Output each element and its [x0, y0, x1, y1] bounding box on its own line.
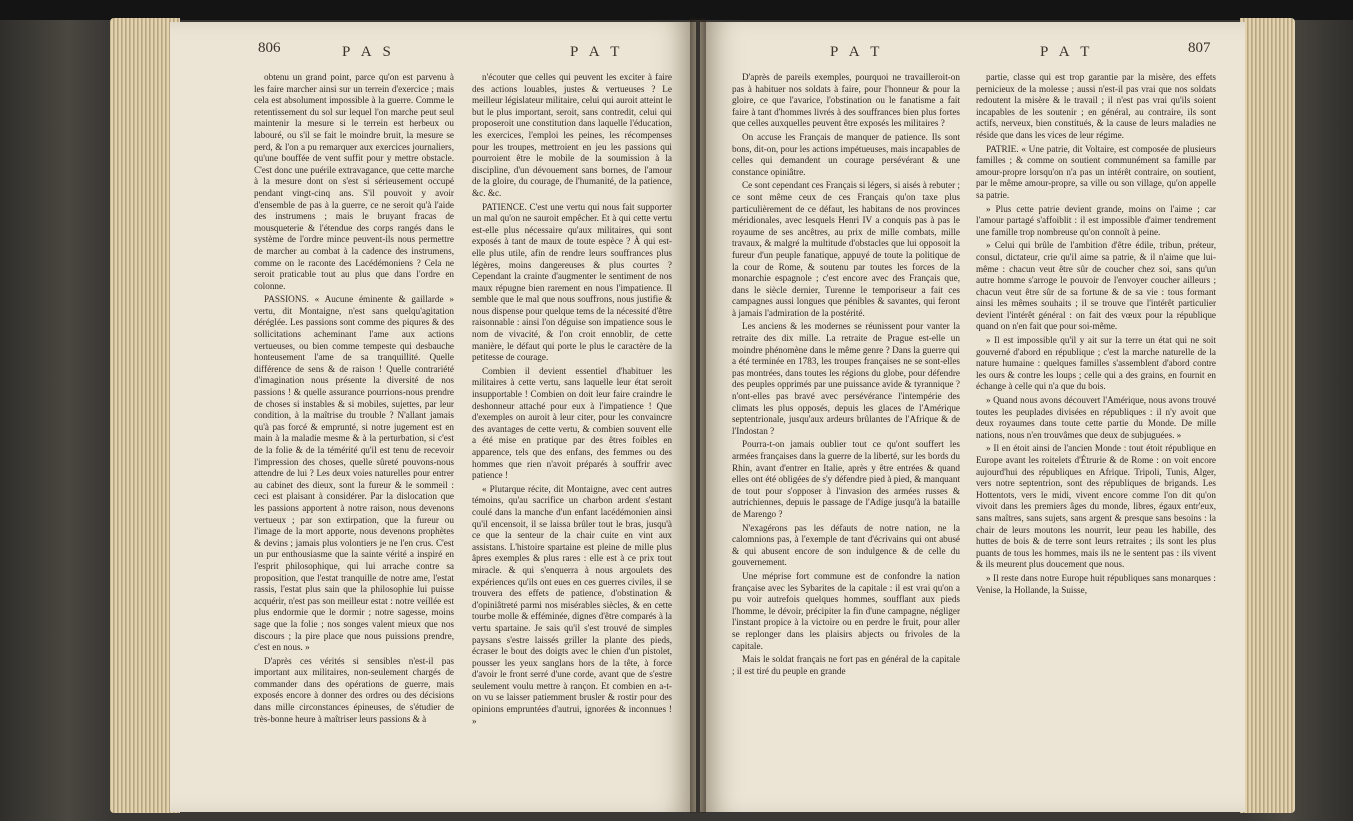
paragraph: » Celui qui brûle de l'ambition d'être édile, tribun, préteur, consul, dictateur, crie qu'il aime sa patrie, & il n'aime que lui-même : chacun veut être sûr de coucher chez soi, sans qu'un autre homme s'arroge le pouvoir de l'envoyer coucher ailleurs ; chacun veut être sûr de sa fortune & de sa vie : tous formant ainsi les mêmes souhaits ; il se trouve que l'intérêt particulier devient l'intérêt général : on fait des vœux pour la république quand on n'en fait que pour soi-même. — [976, 240, 1216, 332]
running-head: P A T — [830, 44, 884, 60]
paragraph: On accuse les Français de manquer de patience. Ils sont bons, dit-on, pour les actions impétueuses, mais incapables de celles qui demandent un courage persévérant & une constance opiniâtre. — [732, 131, 960, 177]
paragraph: n'écouter que celles qui peuvent les exciter à faire des actions louables, justes & vertueuses ? Le meilleur législateur militaire, celui qui auroit atteint le but le plus important, seroit, sans contredit, celui qui proposeroit une constitution dans laquelle l'éducation, les exercices, l'emploi les peines, les récompenses pour les troupes, mettroient en jeu les passions qui pourroient être le mobile de la soumission à la discipline, d'un dévouement sans bornes, de l'amour de la gloire, du courage, de l'humanité, de la patience, &c. &c. — [472, 72, 672, 198]
paragraph: « Plutarque récite, dit Montaigne, avec cent autres témoins, qu'au sacrifice un charbon ardent s'estant coulé dans la manche d'un enfant lacédémonien ainsi qu'il encensoit, il se laissa brûler tout le bras, jusqu'à ce que la senteur de la chair cuite en vint aux assistans. L'histoire spartaine est pleine de mille plus âpres exemples & plus rares : elle est à ce prix tout miracle. & qui s'enquerra à nous argoulets des expériences qu'ils ont eues en ces guerres civiles, il se trouvera des effets de patience, d'obstination & d'opiniâtreté parmi nos misérables siècles, & en cette tourbe molle & efféminée, dignes d'être comparés à la vertu spartaine. Je sais qu'il s'est trouvé de simples paysans s'estre laissés griller la plante des pieds, écraser le bout des doigts avec le chien d'un pistolet, pousser les yeux sanglans hors de la tête, à force d'avoir le front serré d'une corde, avant que de s'estre seulement voulu mettre à rançon. Et combien en a-t-on vu se laisser patiemment brusler & rostir pour des opinions empruntées d'autrui, ignorées & inconnues ! » — [472, 483, 672, 726]
paragraph: D'après ces vérités si sensibles n'est-il pas important aux militaires, non-seulement chargés de commander dans des opérations de guerre, mais exposés encore à donner des ordres ou des décisions dans mille circonstances épineuses, de s'étudier de très-bonne heure à maîtriser leurs passions & à — [254, 655, 454, 724]
paragraph: PATRIE. « Une patrie, dit Voltaire, est composée de plusieurs familles ; & comme on soutient communément sa famille par amour-propre lorsqu'on n'a pas un intérêt contraire, on soutient, par le même amour-propre, sa ville ou son village, qu'on appelle sa patrie. — [976, 143, 1216, 200]
paragraph: Mais le soldat français ne fort pas en général de la capitale ; il est tiré du peuple en grande — [732, 654, 960, 676]
paragraph: » Il en étoit ainsi de l'ancien Monde : tout étoit république en Europe avant les roitelets d'Étrurie & de Rome : on voit encore aujourd'hui des républiques en Afrique. Tripoli, Tunis, Alger, vers notre septentrion, sont des républiques de brigands. Les Hottentots, vers le midi, vivent encore comme l'on dit qu'on vivoit dans les premiers âges du monde, libres, égaux entr'eux, sans maîtres, sans sujets, sans argent & presque sans besoins : la chair de leurs moutons les nourrit, leur peau les habille, des huttes de bois & de terre sont leurs retraites ; ils sont les plus puants de tous les hommes, mais ils ne le sentent pas : ils vivent & ils meurent plus doucement que nous. — [976, 443, 1216, 570]
paragraph: PATIENCE. C'est une vertu qui nous fait supporter un mal qu'on ne sauroit empêcher. Et à qui cette vertu est-elle plus nécessaire qu'aux militaires, qui sont exposés à tant de maux de toute espèce ? À qui est-elle plus utile, afin de rendre leurs souffrances plus légères, moins dangereuses & plus courtes ? Cependant la crainte d'augmenter le sentiment de nos maux répugne bien rarement en nous l'impatience. Il semble que le mal que nous souffrons, nous justifie & nous dispense pour quelque tems de la nécessité d'être raisonnable : ainsi l'on déguise son impatience sous le nom de vivacité, & l'on croit ennoblir, de cette manière, le défaut qui porte le plus le caractère de la petitesse de courage. — [472, 201, 672, 363]
paragraph: » Quand nous avons découvert l'Amérique, nous avons trouvé toutes les peuplades divisées en républiques : il n'y avoit que deux royaumes dans toute cette partie du Monde. De mille nations, nous n'en trouvâmes que deux de subjuguées. » — [976, 395, 1216, 440]
page-number: 806 — [258, 40, 281, 56]
text-column — [254, 72, 454, 812]
text-column — [472, 72, 672, 812]
paragraph: Les anciens & les modernes se réunissent pour vanter la retraite des dix mille. La retraite de Prague est-elle un moindre phénomène dans le même genre ? Dans la guerre qui a été terminée en 1783, les troupes françaises ne se sont-elles pas montrées, dans toutes les régions du globe, pour défendre des peuples opprimés par une puissance avide & tyrannique ? n'ont-elles pas bravé avec persévérance l'intempérie des climats les plus opposés, depuis les glaces de l'Amérique septentrionale, jusqu'aux ardeurs brûlantes de l'Afrique & de l'Indostan ? — [732, 321, 960, 436]
paragraph: partie, classe qui est trop garantie par la misère, des effets pernicieux de la molesse ; aussi n'est-il pas vrai que nos soldats redoutent la misère & le travail ; il n'est pas vrai qu'ils soient incapables de les soutenir ; en général, au contraire, ils sont actifs, nerveux, bien constitués, & la cause de leurs maladies ne réside que dans les vices de leur régime. — [976, 72, 1216, 140]
top-frame — [0, 0, 1353, 20]
left-page — [170, 22, 696, 812]
paragraph: Ce sont cependant ces Français si légers, si aisés à rebuter ; ce sont même ceux de ces Français qu'on taxe plus particulièrement de ce défaut, les habitans de nos provinces méridionales, avec lesquels Henri IV a conquis pas à pas le royaume de ses ancêtres, au prix de mille combats, mille travaux, & malgré la multitude d'obstacles que lui opposoit la fureur d'un peuple fanatique, appuyé de toute la politique de la cour de Rome, & soutenu par toutes les forces de la monarchie espagnole ; c'est encore avec des Français que, dans le siècle dernier, Turenne le temporiseur a fait ces campagnes aussi longues que pénibles & savantes, qui feront à jamais l'admiration de la postérité. — [732, 180, 960, 318]
paragraph: » Il est impossible qu'il y ait sur la terre un état qui ne soit gouverné d'abord en république ; c'est la marche naturelle de la nature humaine : quelques familles s'assemblent d'abord contre les ours & contre les loups ; celle qui a des grains, en fournit en échange à celle qui n'a que du bois. — [976, 335, 1216, 392]
running-head: P A T — [570, 44, 624, 60]
text-column — [976, 72, 1216, 812]
paragraph: Combien il devient essentiel d'habituer les militaires à cette vertu, sans laquelle leur état seroit insupportable ! Combien on doit leur faire craindre le deshonneur attaché pour eux à l'impatience ! Que d'exemples on auroit à leur citer, pour les convaincre des avantages de cette vertu, & combien souvent elle a été mise en pratique par des êtres foibles en apparence, tels que des enfans, des femmes ou des hommes que rien n'avoit préparés à souffrir avec patience ! — [472, 365, 672, 481]
right-page — [700, 22, 1245, 812]
paragraph: D'après de pareils exemples, pourquoi ne travailleroit-on pas à habituer nos soldats à faire, pour l'honneur & pour la gloire, ce que l'avarice, l'obstination ou le fanatisme a fait faire à tant d'hommes livrés à des souffrances bien plus fortes que celles auxquelles peuvent être exposés les militaires ? — [732, 72, 960, 129]
paragraph: PASSIONS. « Aucune éminente & gaillarde » vertu, dit Montaigne, n'est sans quelqu'agitation déréglée. Les passions sont comme des piqures & des sollicitations acheminant l'ame aux actions vertueuses, ou bien comme tempeste qui desbauche honteusement l'ame de sa tranquillité. Quelle différence de sens & de raison ! Quelle contrariété d'imagination nous présente la diversité de nos passions ! & quelle assurance pourrions-nous prendre de choses si instables & si mobiles, sujettes, par leur condition, à la maîtrise du trouble ? N'allant jamais qu'à pas forcé & emprunté, si notre jugement est en main à la maladie mesme & à la perturbation, si c'est de la folie & de la témérité qu'il est tenu de recevoir l'impression des choses, quelle sûreté pouvons-nous attendre de lui ? Les deux voies naturelles pour entrer au cabinet des dieux, sont la fureur & le sommeil : ceci est plaisant à considérer. Par la dislocation que les passions apportent à notre raison, nous devenons vertueux ; par son extirpation, que la fureur ou l'image de la mort apporte, nous devenons prophètes & devins ; jamais plus volontiers je ne l'en crus. C'est un pur enthousiasme que la sainte vérité a inspiré en l'esprit philosophique, qui lui arrache contre sa proposition, que l'estat tranquille de notre ame, l'estat rassis, l'estat plus sain que la philosophie lui puisse acquérir, n'est pas son meilleur estat : notre veillée est plus endormie que le dormir ; notre sagesse, moins sage que la folie ; nos songes valent mieux que nos discours ; la pire place que nous puissions prendre, c'est en nous. » — [254, 294, 454, 653]
page-number: 807 — [1188, 40, 1211, 56]
paragraph: obtenu un grand point, parce qu'on est parvenu à les faire marcher ainsi sur un terrein d'exercice ; mais cela est absolument impossible à la guerre. Comme le retentissement du sol sur lequel l'on marche peut seul maintenir la mesure si le terrein est herbeux ou labouré, ou s'il se fait le moindre bruit, la mesure se perd, & l'on a pu remarquer aux exercices journaliers, qu'une bouffée de vent suffit pour y mettre obstacle. C'est donc une puérile extravagance, que cette marche à la mesure dont on s'est si sérieusement occupé pendant vingt-cinq ans. S'il pouvoit y avoir d'ensemble de pas à la guerre, ce ne seroit qu'à l'aide des instrumens ; mais le bruyant fracas de mousqueterie & l'étendue des corps rangés dans le système de l'ordre mince peuvent-ils nous permettre de marcher au combat à la cadence des instrumens, comme on le raconte des Lacédémoniens ? Cela ne seroit praticable tout au plus que dans l'ordre en colonne. — [254, 72, 454, 291]
text-column — [732, 72, 960, 812]
paragraph: » Il reste dans notre Europe huit républiques sans monarques : Venise, la Hollande, la Suisse, — [976, 572, 1216, 595]
running-head: P A T — [1040, 44, 1094, 60]
paragraph: Une méprise fort commune est de confondre la nation française avec les Sybarites de la capitale : il est vrai qu'on a pu voir autrefois quelques hommes, soufflant aux pieds l'homme, le dévoir, précipiter la fin d'une campagne, négliger l'instant propice à la victoire ou en perdre le fruit, pour aller se replonger dans les plaisirs abjects ou frivoles de la capitale. — [732, 570, 960, 651]
running-head: P A S — [342, 44, 395, 60]
paragraph: Pourra-t-on jamais oublier tout ce qu'ont souffert les armées françaises dans la guerre de la liberté, sur les bords du Rhin, avant d'entrer en Italie, après y être entrées & quand elles ont été obligées de s'y défendre pied à pied, & manquant de tout pour s'opposer à l'invasion des armées russes & autrichiennes, depuis le passage de l'Adige jusqu'à la bataille de Marengo ? — [732, 439, 960, 519]
book-gutter — [690, 18, 706, 813]
right-page-edges — [1240, 18, 1295, 813]
paragraph: N'exagérons pas les défauts de notre nation, ne la calomnions pas, à l'exemple de tant d'écrivains qui ont abusé & qui abusent encore de son indulgence & de celle du gouvernement. — [732, 522, 960, 568]
paragraph: » Plus cette patrie devient grande, moins on l'aime ; car l'amour partagé s'affoiblit : il est impossible d'aimer tendrement une famille trop nombreuse qu'on connoît à peine. — [976, 203, 1216, 237]
